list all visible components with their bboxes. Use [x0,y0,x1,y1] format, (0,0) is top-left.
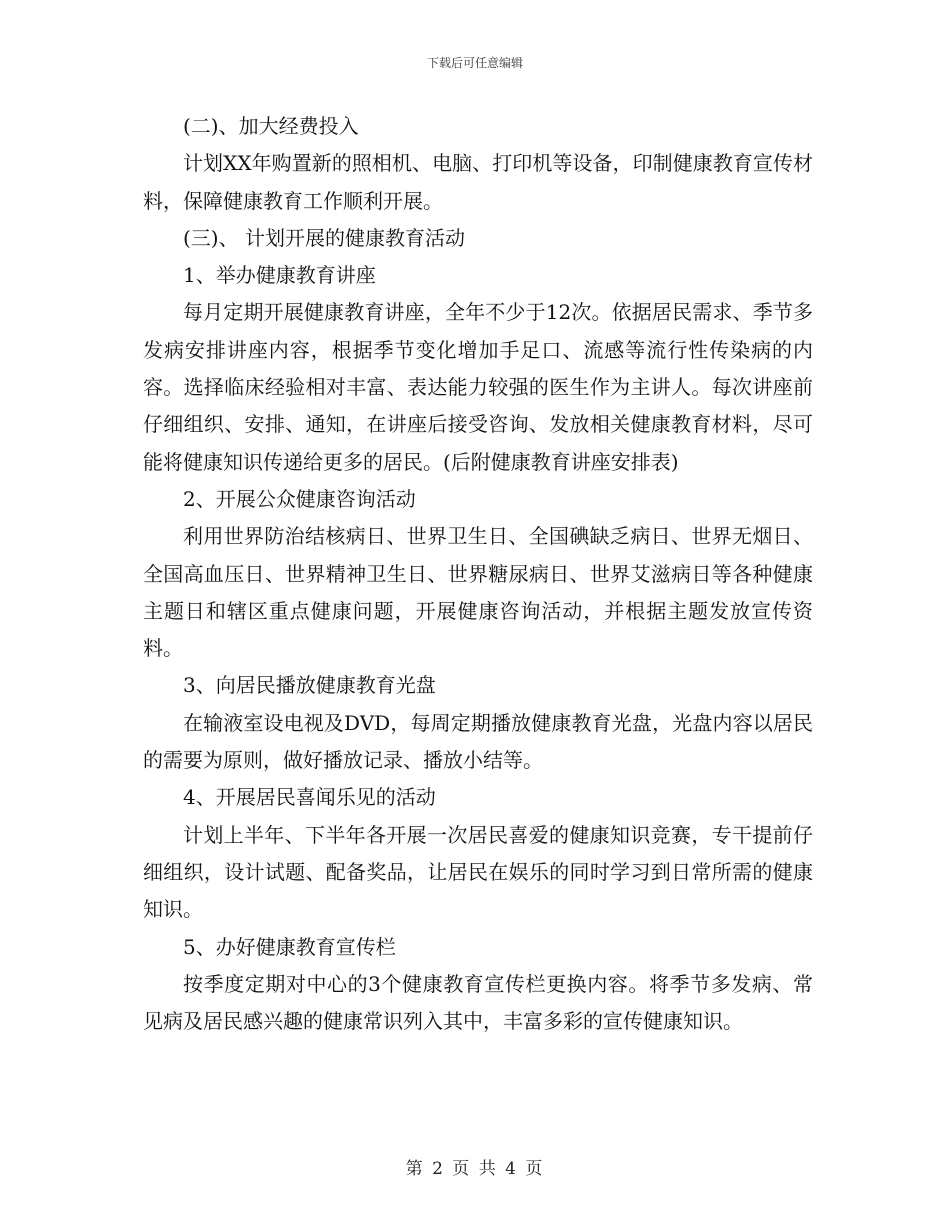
item-2-paragraph: 利用世界防治结核病日、世界卫生日、全国碘缺乏病日、世界无烟日、全国高血压日、世界精神卫生日、世界糖尿病日、世界艾滋病日等各种健康主题日和辖区重点健康问题，开展健康咨询活动，并根据主题发放宣传资料。 [143,524,813,661]
item-5-title: 5、办好健康教育宣传栏 [183,934,396,959]
item-2-title: 2、开展公众健康咨询活动 [183,486,416,511]
item-1-title: 1、举办健康教育讲座 [183,263,376,288]
page-header-note: 下载后可任意编辑 [426,56,523,70]
document-body [143,108,813,1040]
page-number-footer: 第 2 页 共 4 页 [405,1159,545,1179]
item-4-paragraph: 计划上半年、下半年各开展一次居民喜爱的健康知识竞赛，专干提前仔细组织，设计试题、配备奖品，让居民在娱乐的同时学习到日常所需的健康知识。 [143,822,813,922]
item-5-paragraph: 按季度定期对中心的3个健康教育宣传栏更换内容。将季节多发病、常见病及居民感兴趣的健康常识列入其中，丰富多彩的宣传健康知识。 [143,971,813,1034]
section-2-title: (二)、加大经费投入 [183,114,359,138]
item-3-title: 3、向居民播放健康教育光盘 [183,673,436,698]
item-1-paragraph: 每月定期开展健康教育讲座，全年不少于12次。依据居民需求、季节多发病安排讲座内容，根据季节变化增加手足口、流感等流行性传染病的内容。选择临床经验相对丰富、表达能力较强的医生作为主讲人。每次讲座前仔细组织、安排、通知，在讲座后接受咨询、发放相关健康教育材料，尽可能将健康知识传递给更多的居民。(后附健康教育讲座安排表) [143,300,813,474]
section-3-title: (三)、 计划开展的健康教育活动 [183,225,465,250]
section-2-paragraph: 计划XX年购置新的照相机、电脑、打印机等设备，印制健康教育宣传材料，保障健康教育工作顺利开展。 [143,151,813,213]
item-3-paragraph: 在输液室设电视及DVD，每周定期播放健康教育光盘，光盘内容以居民的需要为原则，做好播放记录、播放小结等。 [143,710,813,773]
item-4-title: 4、开展居民喜闻乐见的活动 [183,785,436,810]
